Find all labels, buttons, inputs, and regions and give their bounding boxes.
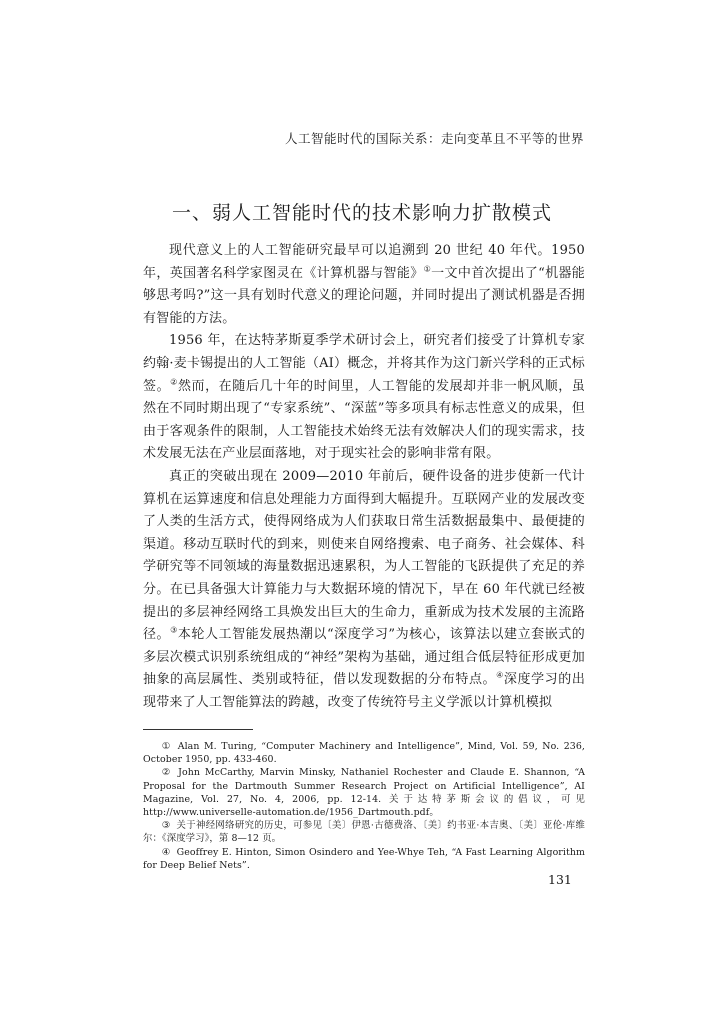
footnote-ref: ④ (496, 670, 504, 680)
footnote-number: ④ (161, 846, 171, 858)
footnote-ref: ① (423, 264, 432, 274)
footnote-ref: ③ (170, 625, 178, 635)
footnote-ref: ② (170, 377, 178, 387)
footnote: ① Alan M. Turing, “Computer Machinery and Intelligence”, Mind, Vol. 59, No. 236, October 1950, pp. 433-460. (143, 741, 585, 766)
running-header: 人工智能时代的国际关系：走向变革且不平等的世界 (284, 131, 584, 146)
paragraph: 真正的突破出现在 2009—2010 年前后，硬件设备的进步使新一代计算机在运算速度和信息处理能力方面得到大幅提升。互联网产业的发展改变了人类的生活方式，使得网络成为人们获取日常生活数据最集中、最便捷的渠道。移动互联时代的到来，则使来自网络搜索、电子商务、社会媒体、科学研究等不同领域的海量数据迅速累积，为人工智能的飞跃提供了充足的养分。在已具备强大计算能力与大数据环境的情况下，早在 60 年代就已经被提出的多层神经网络工具焕发出巨大的生命力，重新成为技术发展的主流路径。③本轮人工智能发展热潮以“深度学习”为核心，该算法以建立套嵌式的多层次模式识别系统组成的“神经”架构为基础，通过组合低层特征形成更加抽象的高层属性、类别或特征，借以发现数据的分布特点。④深度学习的出现带来了人工智能算法的跨越，改变了传统符号主义学派以计算机模拟 (143, 468, 586, 710)
footnote-number: ① (161, 741, 172, 752)
footnotes (143, 740, 585, 872)
page-number: 131 (548, 872, 572, 887)
footnote-divider (143, 729, 253, 730)
footnote-number: ③ (161, 820, 171, 832)
paragraph: 1956 年，在达特茅斯夏季学术研讨会上，研究者们接受了计算机专家约翰·麦卡锡提出的人工智能（AI）概念，并将其作为这门新兴学科的正式标签。②然而，在随后几十年的时间里，人工智能的发展却并非一帆风顺，虽然在不同时期出现了“专家系统”、“深蓝”等多项具有标志性意义的成果，但由于客观条件的限制，人工智能技术始终无法有效解决人们的现实需求，技术发展无法在产业层面落地，对于现实社会的影响非常有限。 (143, 333, 585, 462)
footnote: ④ Geoffrey E. Hinton, Simon Osindero and Yee-Whye Teh, “A Fast Learning Algorithm for Deep Belief Nets”. (143, 846, 585, 871)
footnote: ③ 关于神经网络研究的历史，可参见〔美〕伊恩·古德费洛、〔美〕约书亚·本吉奥、〔美〕亚伦·库维尔：《深度学习》，第 8—12 页。 (143, 820, 585, 845)
section-title: 一、弱人工智能时代的技术影响力扩散模式 (171, 202, 552, 224)
footnote: ② John McCarthy, Marvin Minsky, Nathaniel Rochester and Claude E. Shannon, “A Proposal for the Dartmouth Summer Research Project on Artificial Intelligence”, AI Magazine, Vol. 27, No. 4, 2006, pp. 12-14. 关于达特茅斯会议的倡议，可见 http://www.universelle-automation.de/1956_Dartmouth.pdf。 (143, 767, 585, 819)
footnote-number: ② (161, 767, 173, 779)
body-text (143, 240, 585, 714)
paragraph: 现代意义上的人工智能研究最早可以追溯到 20 世纪 40 年代。1950 年，英国著名科学家图灵在《计算机器与智能》①一文中首次提出了“机器能够思考吗?”这一具有划时代意义的理论问题，并同时提出了测试机器是否拥有智能的方法。 (143, 243, 586, 326)
